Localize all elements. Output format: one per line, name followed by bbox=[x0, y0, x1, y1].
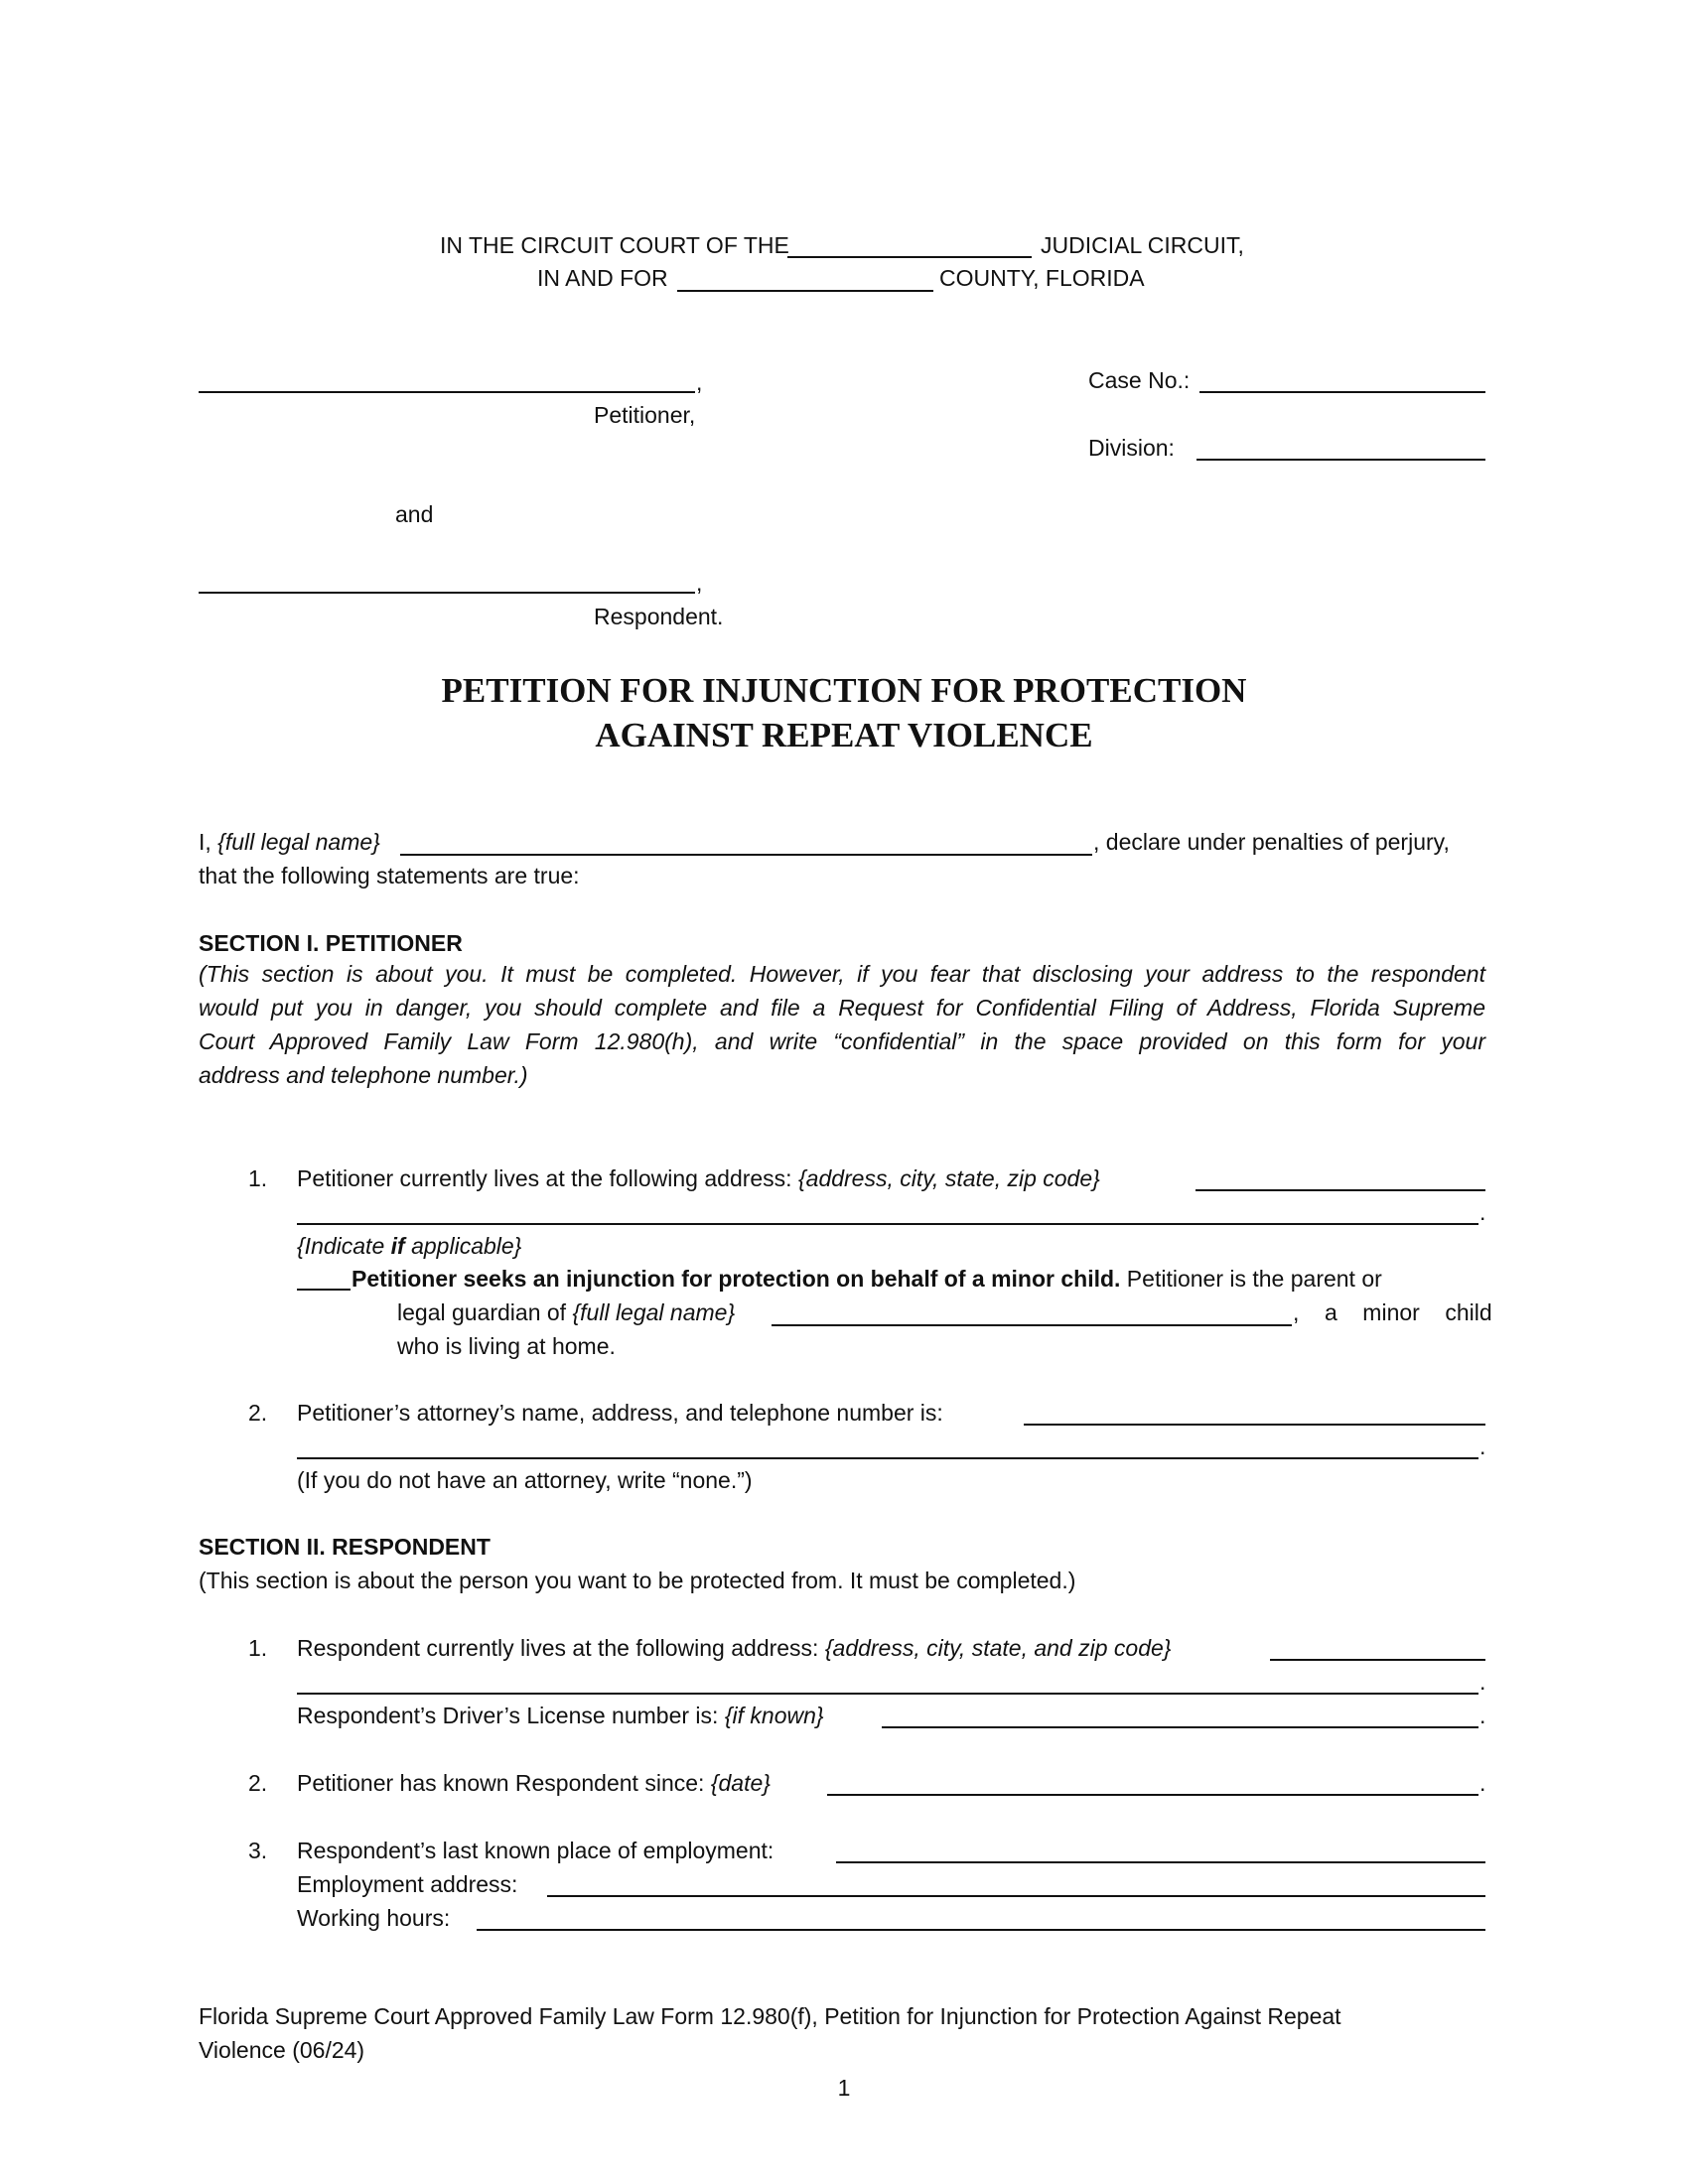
legal-guardian-label: legal guardian of {full legal name} bbox=[397, 1299, 736, 1325]
form-title-line1: PETITION FOR INJUNCTION FOR PROTECTION bbox=[441, 671, 1247, 710]
minor-child-name-field[interactable] bbox=[772, 1324, 1292, 1326]
petitioner-address-field[interactable] bbox=[1196, 1189, 1485, 1191]
petitioner-address-field-line2[interactable] bbox=[297, 1223, 1478, 1225]
attorney-info-field[interactable] bbox=[1024, 1424, 1485, 1426]
s1-item1-text: Petitioner currently lives at the following address: {address, city, state, zip code} bbox=[297, 1165, 1100, 1191]
working-hours-label: Working hours: bbox=[297, 1905, 451, 1931]
section2-heading: SECTION II. RESPONDENT bbox=[199, 1534, 491, 1560]
declarant-name-field[interactable] bbox=[400, 854, 1092, 856]
s1-item1-number: 1. bbox=[248, 1165, 268, 1191]
form-title-line2: AGAINST REPEAT VIOLENCE bbox=[595, 716, 1093, 754]
known-since-field[interactable] bbox=[827, 1794, 1478, 1796]
section1-instructions-line2: would put you in danger, you should complete and file a Request for Confidential Filing of Address, Florida Supreme bbox=[199, 995, 1485, 1021]
drivers-license-field[interactable] bbox=[882, 1726, 1478, 1728]
no-attorney-note: (If you do not have an attorney, write “none.”) bbox=[297, 1467, 753, 1493]
employment-address-label: Employment address: bbox=[297, 1871, 518, 1897]
minor-child-suffix: , a minor child bbox=[1293, 1299, 1492, 1325]
employment-label: Respondent’s last known place of employment: bbox=[297, 1838, 774, 1863]
employment-field[interactable] bbox=[836, 1861, 1485, 1863]
drivers-license-label: Respondent’s Driver’s License number is: {if known} bbox=[297, 1703, 824, 1728]
s2-item1-period: . bbox=[1479, 1669, 1486, 1695]
declaration-suffix: , declare under penalties of perjury, bbox=[1093, 829, 1450, 855]
division-field[interactable] bbox=[1196, 459, 1485, 461]
respondent-address-hint: {address, city, state, and zip code} bbox=[824, 1635, 1172, 1661]
respondent-address-field-line2[interactable] bbox=[297, 1693, 1478, 1695]
respondent-comma: , bbox=[696, 570, 703, 596]
s1-item2-period: . bbox=[1479, 1433, 1486, 1459]
and-label: and bbox=[395, 501, 434, 527]
footer-line1: Florida Supreme Court Approved Family Law Form 12.980(f), Petition for Injunction for Protection Against Repeat bbox=[199, 2003, 1341, 2029]
section1-heading: SECTION I. PETITIONER bbox=[199, 930, 463, 956]
employment-address-field[interactable] bbox=[547, 1895, 1485, 1897]
s1-item1-period: . bbox=[1479, 1199, 1486, 1225]
s2-item1-text: Respondent currently lives at the following address: {address, city, state, and zip code} bbox=[297, 1635, 1172, 1661]
section2-instructions: (This section is about the person you want to be protected from. It must be completed.) bbox=[199, 1568, 1076, 1593]
minor-child-line1: Petitioner seeks an injunction for protection on behalf of a minor child. Petitioner is the parent or bbox=[352, 1266, 1382, 1292]
section1-instructions-line3: Court Approved Family Law Form 12.980(h), and write “confidential” in the space provided on this form for your bbox=[199, 1028, 1485, 1054]
division-label: Division: bbox=[1088, 435, 1175, 461]
date-hint: {date} bbox=[710, 1770, 771, 1796]
guardian-name-hint: {full legal name} bbox=[572, 1299, 736, 1325]
page-number: 1 bbox=[837, 2075, 851, 2101]
full-legal-name-hint: {full legal name} bbox=[217, 829, 380, 855]
section1-instructions-line1: (This section is about you. It must be completed. However, if you fear that disclosing your address to the respondent bbox=[199, 961, 1485, 987]
case-no-field[interactable] bbox=[1199, 391, 1485, 393]
s1-item2-text: Petitioner’s attorney’s name, address, and telephone number is: bbox=[297, 1400, 943, 1426]
court-header-line2-pre: IN AND FOR bbox=[537, 265, 668, 291]
declaration-prefix: I, {full legal name} bbox=[199, 829, 380, 855]
s2-item2-number: 2. bbox=[248, 1770, 268, 1796]
respondent-address-field[interactable] bbox=[1270, 1659, 1485, 1661]
s1-item2-number: 2. bbox=[248, 1400, 268, 1426]
s2-item3-number: 3. bbox=[248, 1838, 268, 1863]
working-hours-field[interactable] bbox=[477, 1929, 1485, 1931]
court-header-line2-post: COUNTY, FLORIDA bbox=[939, 265, 1145, 291]
declaration-line2: that the following statements are true: bbox=[199, 863, 580, 888]
respondent-label: Respondent. bbox=[594, 604, 724, 629]
drivers-license-period: . bbox=[1479, 1703, 1486, 1728]
living-at-home-text: who is living at home. bbox=[397, 1333, 616, 1359]
judicial-circuit-field[interactable] bbox=[787, 256, 1032, 258]
case-no-label: Case No.: bbox=[1088, 367, 1191, 393]
s2-item2-text: Petitioner has known Respondent since: {date} bbox=[297, 1770, 771, 1796]
attorney-info-field-line2[interactable] bbox=[297, 1457, 1478, 1459]
s2-item1-number: 1. bbox=[248, 1635, 268, 1661]
if-known-hint: {if known} bbox=[724, 1703, 824, 1728]
petitioner-name-field[interactable] bbox=[199, 391, 695, 393]
address-hint: {address, city, state, zip code} bbox=[797, 1165, 1100, 1191]
footer-line2: Violence (06/24) bbox=[199, 2037, 365, 2063]
court-header-line1-pre: IN THE CIRCUIT COURT OF THE bbox=[440, 232, 789, 258]
section1-instructions-line4: address and telephone number.) bbox=[199, 1062, 528, 1088]
petitioner-label: Petitioner, bbox=[594, 402, 696, 428]
minor-child-checkbox-line[interactable] bbox=[297, 1289, 351, 1291]
county-field[interactable] bbox=[677, 290, 933, 292]
court-header-line1-post: JUDICIAL CIRCUIT, bbox=[1041, 232, 1244, 258]
petitioner-comma: , bbox=[696, 369, 703, 395]
s2-item2-period: . bbox=[1479, 1770, 1486, 1796]
respondent-name-field[interactable] bbox=[199, 592, 695, 594]
indicate-if-applicable: {Indicate if applicable} bbox=[297, 1233, 522, 1259]
